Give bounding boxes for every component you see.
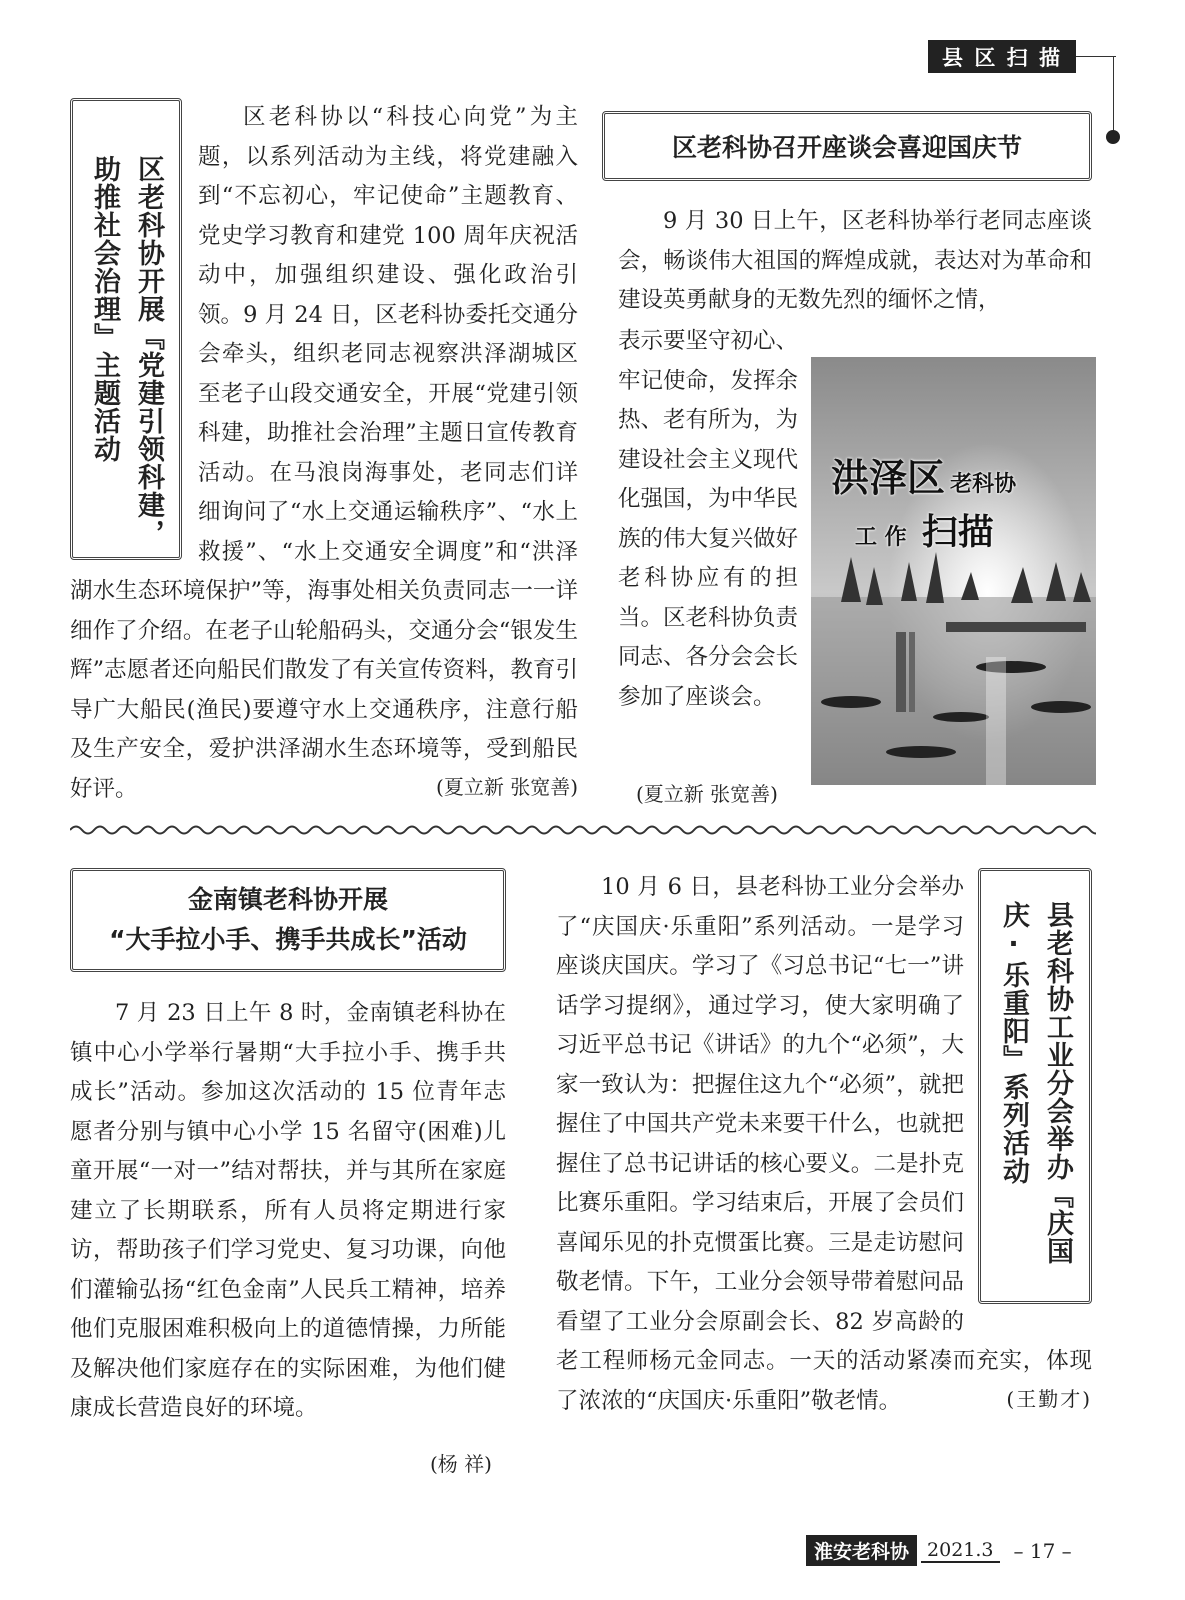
article-4-title	[991, 901, 1079, 1281]
article-4-title-box	[978, 868, 1092, 1304]
article-3-title-box	[70, 868, 506, 972]
footer-page: – 17 –	[1013, 1538, 1072, 1563]
lake-photo	[811, 357, 1096, 785]
article-3-title-line2: “大手拉小手、携手共成长”活动	[109, 925, 467, 954]
footer-magazine: 淮安老科协	[806, 1535, 917, 1566]
article-4-byline: (王勤才)	[1006, 1387, 1092, 1411]
header-dot	[1106, 130, 1120, 144]
article-4-title-line1: 县老科协工业分会举办	[1042, 901, 1073, 1181]
header-rule	[1076, 56, 1116, 57]
article-2-byline: (夏立新 张宽善)	[636, 782, 778, 806]
article-1-title-line1: 区老科协开展『党建引领科建，	[133, 155, 164, 547]
article-4-title-line2: 『庆国庆·乐重阳』系列活动	[998, 901, 1073, 1265]
article-2-title-box	[602, 111, 1092, 181]
photo-overlay-title	[831, 447, 1096, 555]
footer-issue: 2021.3	[921, 1539, 999, 1563]
article-4	[556, 868, 1092, 1412]
photo-title-small-2: 工 作	[855, 525, 907, 550]
article-3-body: 7 月 23 日上午 8 时，金南镇老科协在镇中心小学举行暑期“大手拉小手、携手共成长”活动。参加这次活动的 15 位青年志愿者分别与镇中心小学 15 名留守(困难)儿童开展“一对一”结对帮扶，并与其所在家庭建立了长期联系，所有人员将定期进行家访，帮助孩子们学习党史、复习功课，向他们灌输弘扬“红色金南”人民兵工精神，培养他们克服困难积极向上的道德情操，力所能及解决他们家庭存在的实际困难，为他们健康成长营造良好的环境。	[70, 1000, 506, 1421]
article-1-title-box	[70, 98, 182, 560]
article-1-body: 区老科协以“科技心向党”为主题，以系列活动为主线，将党建融入到“不忘初心，牢记使命”主题教育、党史学习教育和建党 100 周年庆祝活动中，加强组织建设、强化政治引领。9 月 24 日，区老科协委托交通分会牵头，组织老同志视察洪泽湖城区至老子山段交通安全，开展“党建引领科建，助推社会治理”主题日宣传教育活动。在马浪岗海事处，老同志们详细询问了“水上交通运输秩序”、“水上救援”、“水上交通安全调度”和“洪泽湖水生态环境保护”等，海事处相关负责同志一一详细作了介绍。在老子山轮船码头，交通分会“银发生辉”志愿者还向船民们散发了有关宣传资料，教育引导广大船民(渔民)要遵守水上交通秩序，注意行船及生产安全，爱护洪泽湖水生态环境等，受到船民好评。	[70, 104, 578, 802]
article-1-title	[82, 155, 170, 555]
photo-title-big-2: 扫描	[921, 512, 994, 553]
photo-title-big-1: 洪泽区	[831, 456, 946, 500]
article-2-title: 区老科协召开座谈会喜迎国庆节	[671, 133, 1022, 162]
article-3-byline: (杨 祥)	[430, 1452, 492, 1476]
section-tag: 县 区 扫 描	[928, 40, 1076, 73]
article-3-title-line1: 金南镇老科协开展	[187, 885, 388, 914]
photo-title-small-1: 老科协	[950, 472, 1017, 497]
article-1-byline: (夏立新 张宽善)	[436, 775, 578, 799]
footer	[806, 1535, 1072, 1566]
article-2-body-top: 9 月 30 日上午，区老科协举行老同志座谈会，畅谈伟大祖国的辉煌成就，表达对为革命和建设英勇献身的无数先烈的缅怀之情，	[618, 208, 1092, 313]
article-4-body: 10 月 6 日，县老科协工业分会举办了“庆国庆·乐重阳”系列活动。一是学习座谈庆国庆。学习了《习总书记“七一”讲话学习提纲》，通过学习，使大家明确了习近平总书记《讲话》的九个“必须”，大家一致认为：把握住这九个“必须”，就把握住了中国共产党未来要干什么，也就把握住了总书记讲话的核心要义。二是扑克比赛乐重阳。学习结束后，开展了会员们喜闻乐见的扑克惯蛋比赛。三是走访慰问敬老情。下午，工业分会领导带着慰问品看望了工业分会原副会长、82 岁高龄的老工程师杨元金同志。一天的活动紧凑而充实，体现了浓浓的“庆国庆·乐重阳”敬老情。	[556, 874, 1092, 1414]
article-1-title-line2: 助推社会治理』主题活动	[89, 155, 120, 463]
article-1	[70, 98, 578, 800]
article-2-body-side: 表示要坚守初心、牢记使命，发挥余热、老有所为，为建设社会主义现代化强国，为中华民族的伟大复兴做好老科协应有的担当。区老科协负责同志、各分会会长参加了座谈会。	[618, 328, 799, 710]
header-rule-vertical	[1113, 56, 1114, 136]
section-divider	[70, 822, 1096, 838]
